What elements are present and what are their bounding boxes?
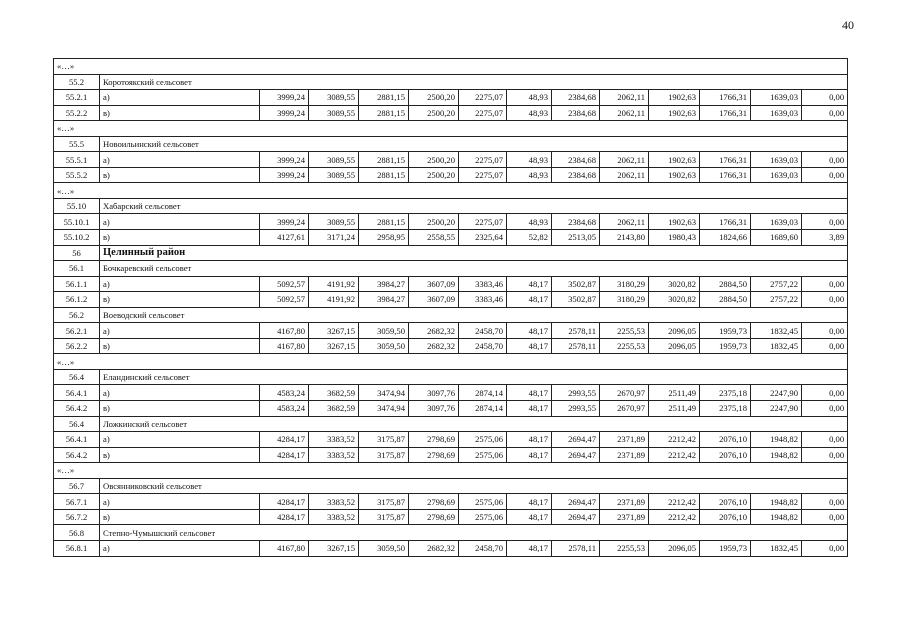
value-cell: 1832,45 — [751, 540, 802, 556]
table-row — [54, 105, 848, 121]
value-cell: 2694,47 — [552, 447, 600, 463]
value-cell: 0,00 — [802, 385, 848, 401]
value-cell: 2076,10 — [700, 447, 751, 463]
value-cell: 1948,82 — [751, 447, 802, 463]
value-cell: 3999,24 — [260, 167, 309, 183]
value-cell: 2062,11 — [600, 167, 649, 183]
section-row — [54, 525, 848, 541]
row-code: 56.4.1 — [54, 385, 100, 401]
row-label: а) — [100, 323, 260, 339]
value-cell: 2578,11 — [552, 323, 600, 339]
table-row — [54, 152, 848, 168]
value-cell: 3267,15 — [309, 338, 359, 354]
value-cell: 3059,50 — [359, 323, 409, 339]
section-title: Еландинский сельсовет — [100, 369, 848, 385]
value-cell: 2682,32 — [409, 323, 459, 339]
row-label: в) — [100, 105, 260, 121]
section-row — [54, 74, 848, 90]
table-row — [54, 447, 848, 463]
row-code: 56.2 — [54, 307, 100, 323]
row-label: а) — [100, 152, 260, 168]
value-cell: 2798,69 — [409, 432, 459, 448]
row-code: 55.5.2 — [54, 167, 100, 183]
value-cell: 3474,94 — [359, 401, 409, 417]
value-cell: 1689,60 — [751, 230, 802, 246]
value-cell: 3089,55 — [309, 167, 359, 183]
value-cell: 2371,89 — [600, 509, 649, 525]
value-cell: 2670,97 — [600, 385, 649, 401]
value-cell: 2993,55 — [552, 401, 600, 417]
value-cell: 2458,70 — [459, 323, 507, 339]
value-cell: 48,17 — [507, 432, 552, 448]
table-row — [54, 401, 848, 417]
row-code: 55.10 — [54, 198, 100, 214]
row-label: в) — [100, 230, 260, 246]
value-cell: 2062,11 — [600, 214, 649, 230]
value-cell: 2212,42 — [649, 494, 700, 510]
value-cell: 0,00 — [802, 401, 848, 417]
value-cell: 48,17 — [507, 540, 552, 556]
row-code: 56.4.2 — [54, 401, 100, 417]
value-cell: 2212,42 — [649, 447, 700, 463]
value-cell: 3682,59 — [309, 401, 359, 417]
value-cell: 2255,53 — [600, 338, 649, 354]
row-label: а) — [100, 385, 260, 401]
value-cell: 2694,47 — [552, 509, 600, 525]
value-cell: 0,00 — [802, 509, 848, 525]
value-cell: 2143,80 — [600, 230, 649, 246]
ellipsis-row — [54, 183, 848, 199]
value-cell: 1902,63 — [649, 90, 700, 106]
value-cell: 3171,24 — [309, 230, 359, 246]
value-cell: 2881,15 — [359, 214, 409, 230]
value-cell: 3089,55 — [309, 152, 359, 168]
row-code: 55.5 — [54, 136, 100, 152]
row-code: 55.5.1 — [54, 152, 100, 168]
value-cell: 3999,24 — [260, 105, 309, 121]
section-title: Новоильинский сельсовет — [100, 136, 848, 152]
value-cell: 1639,03 — [751, 105, 802, 121]
value-cell: 3502,87 — [552, 292, 600, 308]
value-cell: 5092,57 — [260, 276, 309, 292]
value-cell: 52,82 — [507, 230, 552, 246]
value-cell: 48,17 — [507, 509, 552, 525]
value-cell: 4284,17 — [260, 494, 309, 510]
row-code: 56.8.1 — [54, 540, 100, 556]
row-label: а) — [100, 214, 260, 230]
value-cell: 2575,06 — [459, 509, 507, 525]
value-cell: 4167,80 — [260, 338, 309, 354]
row-code: 56.4.2 — [54, 447, 100, 463]
ellipsis-marker: «…» — [54, 463, 848, 479]
value-cell: 2694,47 — [552, 432, 600, 448]
ellipsis-marker: «…» — [54, 121, 848, 137]
value-cell: 3267,15 — [309, 323, 359, 339]
value-cell: 2881,15 — [359, 167, 409, 183]
value-cell: 1824,66 — [700, 230, 751, 246]
row-code: 55.10.1 — [54, 214, 100, 230]
value-cell: 2511,49 — [649, 401, 700, 417]
value-cell: 2511,49 — [649, 385, 700, 401]
value-cell: 1766,31 — [700, 105, 751, 121]
value-cell: 1639,03 — [751, 152, 802, 168]
value-cell: 1959,73 — [700, 540, 751, 556]
row-code: 56.4 — [54, 369, 100, 385]
row-code: 55.10.2 — [54, 230, 100, 246]
value-cell: 0,00 — [802, 105, 848, 121]
value-cell: 1948,82 — [751, 432, 802, 448]
value-cell: 3383,46 — [459, 276, 507, 292]
value-cell: 3089,55 — [309, 105, 359, 121]
value-cell: 0,00 — [802, 276, 848, 292]
row-code: 56.1.2 — [54, 292, 100, 308]
value-cell: 2371,89 — [600, 447, 649, 463]
value-cell: 48,17 — [507, 385, 552, 401]
value-cell: 0,00 — [802, 432, 848, 448]
value-cell: 3180,29 — [600, 276, 649, 292]
value-cell: 2798,69 — [409, 494, 459, 510]
value-cell: 2375,18 — [700, 385, 751, 401]
row-code: 56.2.1 — [54, 323, 100, 339]
ellipsis-row — [54, 59, 848, 75]
value-cell: 2500,20 — [409, 167, 459, 183]
value-cell: 2371,89 — [600, 432, 649, 448]
value-cell: 3180,29 — [600, 292, 649, 308]
value-cell: 1832,45 — [751, 338, 802, 354]
row-code: 56.7.1 — [54, 494, 100, 510]
value-cell: 48,17 — [507, 276, 552, 292]
value-cell: 2275,07 — [459, 90, 507, 106]
value-cell: 48,17 — [507, 494, 552, 510]
value-cell: 48,17 — [507, 338, 552, 354]
section-title: Воеводский сельсовет — [100, 307, 848, 323]
table-row — [54, 509, 848, 525]
district-title: Целинный район — [100, 245, 848, 261]
value-cell: 1948,82 — [751, 494, 802, 510]
value-cell: 3474,94 — [359, 385, 409, 401]
ellipsis-marker: «…» — [54, 59, 848, 75]
row-label: в) — [100, 447, 260, 463]
row-label: а) — [100, 494, 260, 510]
value-cell: 2884,50 — [700, 276, 751, 292]
value-cell: 0,00 — [802, 540, 848, 556]
value-cell: 3383,52 — [309, 447, 359, 463]
value-cell: 2325,64 — [459, 230, 507, 246]
value-cell: 1639,03 — [751, 90, 802, 106]
row-code: 56.1.1 — [54, 276, 100, 292]
value-cell: 2096,05 — [649, 540, 700, 556]
value-cell: 3097,76 — [409, 385, 459, 401]
section-title: Ложкинский сельсовет — [100, 416, 848, 432]
value-cell: 2757,22 — [751, 292, 802, 308]
row-code: 56.8 — [54, 525, 100, 541]
value-cell: 2575,06 — [459, 447, 507, 463]
value-cell: 1639,03 — [751, 214, 802, 230]
value-cell: 2500,20 — [409, 214, 459, 230]
row-label: а) — [100, 432, 260, 448]
value-cell: 0,00 — [802, 323, 848, 339]
table-row — [54, 292, 848, 308]
value-cell: 3175,87 — [359, 447, 409, 463]
value-cell: 3607,09 — [409, 292, 459, 308]
value-cell: 2874,14 — [459, 385, 507, 401]
row-code: 56.7.2 — [54, 509, 100, 525]
value-cell: 2993,55 — [552, 385, 600, 401]
value-cell: 0,00 — [802, 338, 848, 354]
section-row — [54, 136, 848, 152]
row-code: 55.2.1 — [54, 90, 100, 106]
value-cell: 48,17 — [507, 323, 552, 339]
value-cell: 1980,43 — [649, 230, 700, 246]
value-cell: 2076,10 — [700, 432, 751, 448]
value-cell: 3097,76 — [409, 401, 459, 417]
value-cell: 2275,07 — [459, 105, 507, 121]
section-row — [54, 307, 848, 323]
value-cell: 4284,17 — [260, 509, 309, 525]
value-cell: 4583,24 — [260, 385, 309, 401]
value-cell: 3607,09 — [409, 276, 459, 292]
value-cell: 1766,31 — [700, 152, 751, 168]
value-cell: 3175,87 — [359, 509, 409, 525]
value-cell: 2076,10 — [700, 494, 751, 510]
district-row — [54, 245, 848, 261]
value-cell: 3984,27 — [359, 276, 409, 292]
value-cell: 2371,89 — [600, 494, 649, 510]
section-title: Хабарский сельсовет — [100, 198, 848, 214]
value-cell: 4191,92 — [309, 292, 359, 308]
table-row — [54, 230, 848, 246]
value-cell: 48,17 — [507, 447, 552, 463]
table-row — [54, 90, 848, 106]
value-cell: 3502,87 — [552, 276, 600, 292]
value-cell: 3089,55 — [309, 214, 359, 230]
row-code: 56 — [54, 245, 100, 261]
section-row — [54, 369, 848, 385]
value-cell: 1902,63 — [649, 152, 700, 168]
value-cell: 3383,52 — [309, 494, 359, 510]
table-row — [54, 540, 848, 556]
value-cell: 2500,20 — [409, 90, 459, 106]
row-code: 56.7 — [54, 478, 100, 494]
value-cell: 2212,42 — [649, 432, 700, 448]
value-cell: 2076,10 — [700, 509, 751, 525]
value-cell: 2881,15 — [359, 152, 409, 168]
value-cell: 5092,57 — [260, 292, 309, 308]
value-cell: 2384,68 — [552, 214, 600, 230]
value-cell: 2670,97 — [600, 401, 649, 417]
value-cell: 2558,55 — [409, 230, 459, 246]
table-row — [54, 338, 848, 354]
value-cell: 2798,69 — [409, 447, 459, 463]
value-cell: 3999,24 — [260, 90, 309, 106]
value-cell: 0,00 — [802, 494, 848, 510]
value-cell: 2062,11 — [600, 152, 649, 168]
value-cell: 3175,87 — [359, 432, 409, 448]
section-title: Степно-Чумышский сельсовет — [100, 525, 848, 541]
value-cell: 2884,50 — [700, 292, 751, 308]
value-cell: 2958,95 — [359, 230, 409, 246]
row-code: 55.2.2 — [54, 105, 100, 121]
value-cell: 1902,63 — [649, 105, 700, 121]
table-row — [54, 323, 848, 339]
section-row — [54, 416, 848, 432]
value-cell: 2062,11 — [600, 90, 649, 106]
row-code: 56.1 — [54, 261, 100, 277]
value-cell: 0,00 — [802, 152, 848, 168]
ellipsis-row — [54, 354, 848, 370]
table-row — [54, 167, 848, 183]
row-label: в) — [100, 509, 260, 525]
value-cell: 3089,55 — [309, 90, 359, 106]
value-cell: 1959,73 — [700, 323, 751, 339]
value-cell: 2458,70 — [459, 338, 507, 354]
value-cell: 2694,47 — [552, 494, 600, 510]
ellipsis-marker: «…» — [54, 354, 848, 370]
value-cell: 48,17 — [507, 292, 552, 308]
value-cell: 48,93 — [507, 152, 552, 168]
section-row — [54, 261, 848, 277]
table-row — [54, 214, 848, 230]
value-cell: 3020,82 — [649, 292, 700, 308]
value-cell: 1766,31 — [700, 214, 751, 230]
value-cell: 2881,15 — [359, 90, 409, 106]
value-cell: 3383,52 — [309, 509, 359, 525]
value-cell: 2757,22 — [751, 276, 802, 292]
value-cell: 2275,07 — [459, 152, 507, 168]
value-cell: 2578,11 — [552, 540, 600, 556]
row-label: а) — [100, 540, 260, 556]
value-cell: 3999,24 — [260, 214, 309, 230]
value-cell: 4284,17 — [260, 447, 309, 463]
value-cell: 2247,90 — [751, 385, 802, 401]
value-cell: 48,93 — [507, 214, 552, 230]
row-label: в) — [100, 292, 260, 308]
row-code: 56.4 — [54, 416, 100, 432]
row-code: 56.2.2 — [54, 338, 100, 354]
value-cell: 2255,53 — [600, 323, 649, 339]
value-cell: 2500,20 — [409, 105, 459, 121]
value-cell: 0,00 — [802, 447, 848, 463]
section-title: Коротоякский сельсовет — [100, 74, 848, 90]
value-cell: 48,17 — [507, 401, 552, 417]
value-cell: 2500,20 — [409, 152, 459, 168]
value-cell: 2578,11 — [552, 338, 600, 354]
row-code: 56.4.1 — [54, 432, 100, 448]
value-cell: 0,00 — [802, 214, 848, 230]
value-cell: 2375,18 — [700, 401, 751, 417]
page-number: 40 — [842, 18, 854, 32]
value-cell: 3383,52 — [309, 432, 359, 448]
value-cell: 1959,73 — [700, 338, 751, 354]
tariff-table — [53, 58, 848, 557]
section-title: Овсянниковский сельсовет — [100, 478, 848, 494]
value-cell: 2096,05 — [649, 338, 700, 354]
value-cell: 2575,06 — [459, 432, 507, 448]
value-cell: 2682,32 — [409, 540, 459, 556]
value-cell: 3383,46 — [459, 292, 507, 308]
value-cell: 2575,06 — [459, 494, 507, 510]
ellipsis-row — [54, 121, 848, 137]
value-cell: 4583,24 — [260, 401, 309, 417]
value-cell: 2255,53 — [600, 540, 649, 556]
value-cell: 2384,68 — [552, 152, 600, 168]
value-cell: 3,89 — [802, 230, 848, 246]
value-cell: 2212,42 — [649, 509, 700, 525]
value-cell: 2384,68 — [552, 167, 600, 183]
value-cell: 2275,07 — [459, 167, 507, 183]
value-cell: 0,00 — [802, 167, 848, 183]
ellipsis-row — [54, 463, 848, 479]
value-cell: 2798,69 — [409, 509, 459, 525]
value-cell: 3984,27 — [359, 292, 409, 308]
value-cell: 2384,68 — [552, 105, 600, 121]
value-cell: 3059,50 — [359, 338, 409, 354]
value-cell: 2384,68 — [552, 90, 600, 106]
value-cell: 48,93 — [507, 167, 552, 183]
value-cell: 2874,14 — [459, 401, 507, 417]
value-cell: 3999,24 — [260, 152, 309, 168]
row-label: в) — [100, 401, 260, 417]
value-cell: 2275,07 — [459, 214, 507, 230]
value-cell: 2881,15 — [359, 105, 409, 121]
value-cell: 2062,11 — [600, 105, 649, 121]
value-cell: 3175,87 — [359, 494, 409, 510]
value-cell: 1639,03 — [751, 167, 802, 183]
value-cell: 2247,90 — [751, 401, 802, 417]
value-cell: 3682,59 — [309, 385, 359, 401]
value-cell: 1902,63 — [649, 214, 700, 230]
table-row — [54, 432, 848, 448]
value-cell: 1832,45 — [751, 323, 802, 339]
table-body — [54, 59, 848, 557]
row-label: в) — [100, 338, 260, 354]
row-label: а) — [100, 90, 260, 106]
value-cell: 2682,32 — [409, 338, 459, 354]
ellipsis-marker: «…» — [54, 183, 848, 199]
row-code: 55.2 — [54, 74, 100, 90]
row-label: в) — [100, 167, 260, 183]
value-cell: 4127,61 — [260, 230, 309, 246]
table-row — [54, 385, 848, 401]
value-cell: 1902,63 — [649, 167, 700, 183]
value-cell: 1766,31 — [700, 90, 751, 106]
value-cell: 2513,05 — [552, 230, 600, 246]
value-cell: 1948,82 — [751, 509, 802, 525]
value-cell: 3020,82 — [649, 276, 700, 292]
value-cell: 4284,17 — [260, 432, 309, 448]
value-cell: 3267,15 — [309, 540, 359, 556]
value-cell: 2458,70 — [459, 540, 507, 556]
table-row — [54, 494, 848, 510]
value-cell: 4191,92 — [309, 276, 359, 292]
value-cell: 4167,80 — [260, 323, 309, 339]
value-cell: 0,00 — [802, 292, 848, 308]
section-row — [54, 478, 848, 494]
value-cell: 0,00 — [802, 90, 848, 106]
value-cell: 4167,80 — [260, 540, 309, 556]
section-title: Бочкаревский сельсовет — [100, 261, 848, 277]
section-row — [54, 198, 848, 214]
table-row — [54, 276, 848, 292]
row-label: а) — [100, 276, 260, 292]
value-cell: 48,93 — [507, 105, 552, 121]
value-cell: 1766,31 — [700, 167, 751, 183]
value-cell: 2096,05 — [649, 323, 700, 339]
value-cell: 48,93 — [507, 90, 552, 106]
value-cell: 3059,50 — [359, 540, 409, 556]
